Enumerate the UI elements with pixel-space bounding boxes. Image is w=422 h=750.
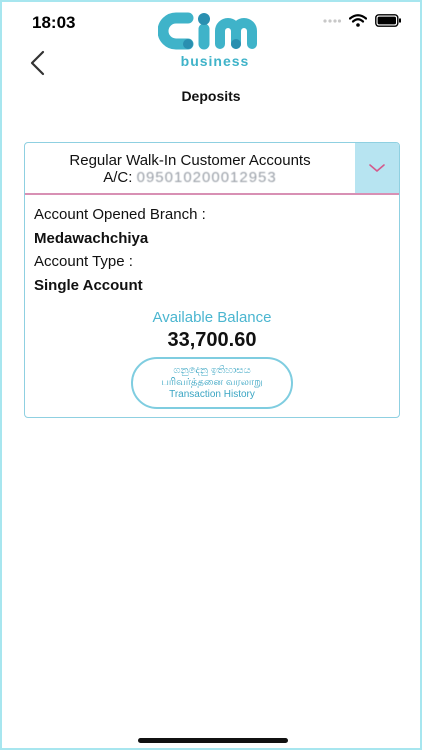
account-selector[interactable] <box>25 143 399 195</box>
back-button[interactable] <box>24 48 54 78</box>
account-number: 095010200012953 <box>136 169 277 186</box>
battery-icon <box>375 14 402 27</box>
signal-icon <box>323 15 341 27</box>
history-label-english: Transaction History <box>169 389 255 400</box>
branch-value: Medawachchiya <box>34 230 149 247</box>
page-title: Deposits <box>181 88 241 104</box>
status-icons <box>323 14 402 27</box>
status-time: 18:03 <box>32 13 76 32</box>
account-type-label: Account Type : <box>34 253 133 270</box>
home-indicator[interactable] <box>138 738 288 743</box>
logo-subtext: business <box>180 53 250 69</box>
transaction-history-button[interactable] <box>131 357 293 409</box>
account-card <box>24 142 400 418</box>
history-label-tamil: பரிவர்த்தனை வரலாறு <box>161 377 263 388</box>
history-label-sinhala: ගනුදෙනු ඉතිහාසය <box>173 365 251 376</box>
branch-label: Account Opened Branch : <box>34 206 206 223</box>
cim-business-logo <box>158 12 272 68</box>
chevron-left-icon <box>24 48 54 78</box>
account-number-row <box>25 169 355 186</box>
account-dropdown-button[interactable] <box>355 143 399 193</box>
available-balance-value: 33,700.60 <box>167 329 257 351</box>
account-number-label: A/C: <box>103 169 133 186</box>
account-name: Regular Walk-In Customer Accounts <box>69 152 311 169</box>
account-type-value: Single Account <box>34 277 143 294</box>
cim-logo-mark <box>158 12 272 54</box>
wifi-icon <box>349 14 367 27</box>
available-balance-label: Available Balance <box>152 309 272 326</box>
chevron-down-icon <box>368 163 386 173</box>
